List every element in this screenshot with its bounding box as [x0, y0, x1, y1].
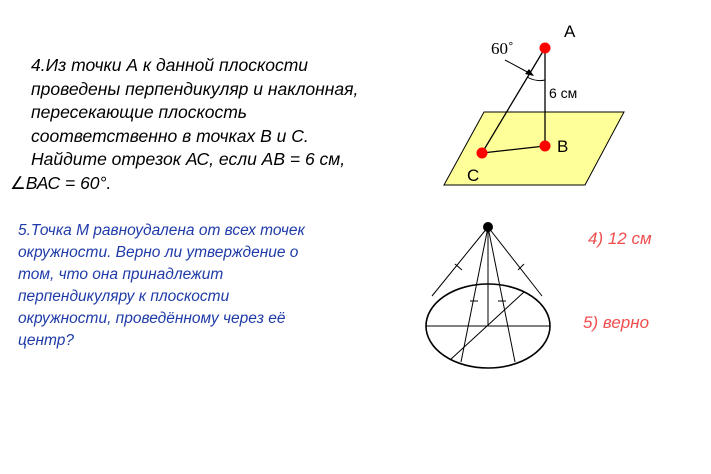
answer-4: 4) 12 см — [588, 229, 652, 248]
label-a: А — [564, 22, 576, 41]
problem-5-line: центр? — [18, 332, 74, 349]
problem-5-line: 5.Точка М равноудалена от всех точек — [18, 222, 305, 239]
problem-4-line: пересекающие плоскость — [31, 102, 247, 122]
figure-1 — [444, 22, 624, 185]
problem-5-line: перпендикуляру к плоскости — [18, 288, 230, 305]
point-c — [477, 148, 488, 159]
problem-4-line: ВАС = 60°. — [25, 172, 112, 193]
label-c: С — [467, 166, 480, 185]
point-a — [540, 43, 551, 54]
point-m — [483, 222, 493, 232]
point-b — [540, 141, 551, 152]
problem-4-line: проведены перпендикуляр и наклонная, — [31, 78, 359, 99]
label-b: В — [557, 137, 569, 156]
problem-4-line: соответственно в точках В и С. — [31, 125, 309, 146]
generator-front-left — [461, 227, 488, 362]
generator-front-right — [488, 227, 515, 362]
length-label: 6 см — [549, 85, 578, 101]
problem-4-line: Найдите отрезок АС, если АВ = 6 см, — [31, 149, 346, 169]
angle-label: 60˚ — [491, 39, 514, 58]
figure-2 — [426, 222, 550, 368]
problem-5-line: окружности. Верно ли утверждение о — [18, 244, 299, 261]
problem-5-line: окружности, проведённому через её — [18, 310, 286, 327]
angle-symbol: ∠ — [10, 172, 26, 193]
angle-arc — [527, 77, 545, 81]
problem-5-line: том, что она принадлежит — [18, 266, 224, 283]
generator-right — [488, 227, 542, 296]
angle-pointer-arrowhead — [525, 69, 534, 76]
problem-4-line: 4.Из точки А к данной плоскости — [31, 55, 309, 75]
answer-5: 5) верно — [583, 313, 650, 332]
generator-left — [432, 227, 488, 296]
